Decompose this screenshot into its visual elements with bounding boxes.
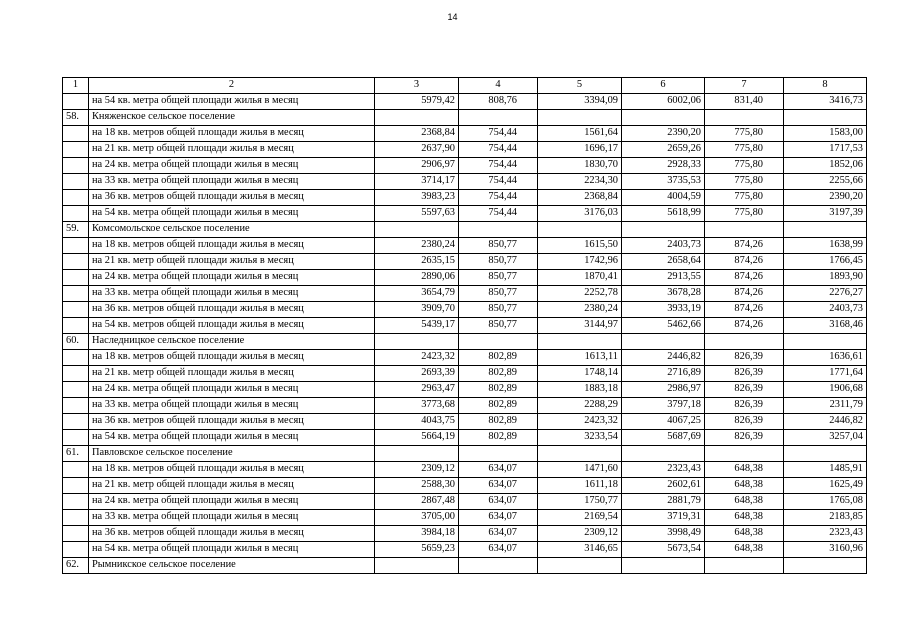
row-number-cell: [63, 206, 89, 222]
table-row: [63, 302, 867, 318]
table-row: [63, 270, 867, 286]
value-cell: 775,80: [705, 206, 784, 222]
value-cell: 1625,49: [784, 478, 867, 494]
table-row: [63, 94, 867, 110]
empty-cell: [459, 446, 538, 462]
value-cell: 2288,29: [538, 398, 622, 414]
empty-cell: [375, 110, 459, 126]
value-cell: 874,26: [705, 318, 784, 334]
value-cell: 754,44: [459, 142, 538, 158]
description-cell: на 21 кв. метр общей площади жилья в месяц: [89, 478, 375, 494]
value-cell: 2323,43: [622, 462, 705, 478]
header-row: [63, 78, 867, 94]
empty-cell: [705, 334, 784, 350]
value-cell: 1893,90: [784, 270, 867, 286]
description-cell: на 54 кв. метра общей площади жилья в месяц: [89, 430, 375, 446]
value-cell: 1583,00: [784, 126, 867, 142]
value-cell: 5439,17: [375, 318, 459, 334]
table-row: [63, 206, 867, 222]
value-cell: 826,39: [705, 366, 784, 382]
row-number-cell: [63, 190, 89, 206]
value-cell: 634,07: [459, 542, 538, 558]
empty-cell: [784, 334, 867, 350]
description-cell: на 18 кв. метров общей площади жилья в месяц: [89, 350, 375, 366]
value-cell: 2986,97: [622, 382, 705, 398]
value-cell: 2403,73: [622, 238, 705, 254]
section-number-cell: 60.: [63, 334, 89, 350]
value-cell: 1485,91: [784, 462, 867, 478]
value-cell: 1471,60: [538, 462, 622, 478]
description-cell: на 24 кв. метра общей площади жилья в месяц: [89, 494, 375, 510]
table-row: [63, 398, 867, 414]
table-row: [63, 510, 867, 526]
value-cell: 3144,97: [538, 318, 622, 334]
empty-cell: [538, 334, 622, 350]
section-row: [63, 558, 867, 574]
value-cell: 2309,12: [375, 462, 459, 478]
table-row: [63, 190, 867, 206]
value-cell: 1561,64: [538, 126, 622, 142]
section-title-cell: Княженское сельское поселение: [89, 110, 375, 126]
empty-cell: [538, 110, 622, 126]
value-cell: 874,26: [705, 238, 784, 254]
table-row: [63, 126, 867, 142]
value-cell: 775,80: [705, 190, 784, 206]
empty-cell: [784, 558, 867, 574]
value-cell: 754,44: [459, 206, 538, 222]
value-cell: 802,89: [459, 366, 538, 382]
value-cell: 775,80: [705, 142, 784, 158]
value-cell: 648,38: [705, 462, 784, 478]
section-title-cell: Рымникское сельское поселение: [89, 558, 375, 574]
description-cell: на 21 кв. метр общей площади жилья в месяц: [89, 142, 375, 158]
description-cell: на 24 кв. метра общей площади жилья в месяц: [89, 382, 375, 398]
value-cell: 826,39: [705, 398, 784, 414]
row-number-cell: [63, 398, 89, 414]
value-cell: 2252,78: [538, 286, 622, 302]
empty-cell: [375, 222, 459, 238]
row-number-cell: [63, 414, 89, 430]
value-cell: 850,77: [459, 254, 538, 270]
description-cell: на 24 кв. метра общей площади жилья в месяц: [89, 270, 375, 286]
row-number-cell: [63, 302, 89, 318]
value-cell: 1883,18: [538, 382, 622, 398]
row-number-cell: [63, 526, 89, 542]
table-row: [63, 254, 867, 270]
value-cell: 1852,06: [784, 158, 867, 174]
value-cell: 2380,24: [538, 302, 622, 318]
value-cell: 3394,09: [538, 94, 622, 110]
value-cell: 5462,66: [622, 318, 705, 334]
value-cell: 802,89: [459, 430, 538, 446]
value-cell: 831,40: [705, 94, 784, 110]
empty-cell: [538, 446, 622, 462]
value-cell: 826,39: [705, 382, 784, 398]
value-cell: 5618,99: [622, 206, 705, 222]
value-cell: 850,77: [459, 238, 538, 254]
table-row: [63, 350, 867, 366]
table-row: [63, 238, 867, 254]
row-number-cell: [63, 238, 89, 254]
value-cell: 850,77: [459, 286, 538, 302]
empty-cell: [622, 334, 705, 350]
table-row: [63, 462, 867, 478]
description-cell: на 18 кв. метров общей площади жилья в месяц: [89, 462, 375, 478]
header-cell: 3: [375, 78, 459, 94]
value-cell: 3654,79: [375, 286, 459, 302]
value-cell: 648,38: [705, 542, 784, 558]
value-cell: 2659,26: [622, 142, 705, 158]
table-row: [63, 366, 867, 382]
value-cell: 2234,30: [538, 174, 622, 190]
section-title-cell: Комсомольское сельское поселение: [89, 222, 375, 238]
row-number-cell: [63, 462, 89, 478]
value-cell: 775,80: [705, 126, 784, 142]
row-number-cell: [63, 174, 89, 190]
value-cell: 634,07: [459, 510, 538, 526]
value-cell: 850,77: [459, 318, 538, 334]
value-cell: 648,38: [705, 478, 784, 494]
value-cell: 3257,04: [784, 430, 867, 446]
value-cell: 802,89: [459, 398, 538, 414]
value-cell: 874,26: [705, 286, 784, 302]
value-cell: 3719,31: [622, 510, 705, 526]
description-cell: на 54 кв. метра общей площади жилья в месяц: [89, 94, 375, 110]
description-cell: на 21 кв. метр общей площади жилья в месяц: [89, 366, 375, 382]
value-cell: 1830,70: [538, 158, 622, 174]
header-cell: 4: [459, 78, 538, 94]
empty-cell: [622, 446, 705, 462]
section-number-cell: 62.: [63, 558, 89, 574]
row-number-cell: [63, 494, 89, 510]
value-cell: 3735,53: [622, 174, 705, 190]
section-row: [63, 222, 867, 238]
description-cell: на 33 кв. метра общей площади жилья в месяц: [89, 174, 375, 190]
value-cell: 2716,89: [622, 366, 705, 382]
header-cell: 2: [89, 78, 375, 94]
value-cell: 1750,77: [538, 494, 622, 510]
value-cell: 826,39: [705, 414, 784, 430]
value-cell: 775,80: [705, 158, 784, 174]
description-cell: на 18 кв. метров общей площади жилья в месяц: [89, 126, 375, 142]
table-row: [63, 142, 867, 158]
description-cell: на 36 кв. метров общей площади жилья в месяц: [89, 302, 375, 318]
table-row: [63, 286, 867, 302]
description-cell: на 33 кв. метра общей площади жилья в месяц: [89, 510, 375, 526]
value-cell: 2323,43: [784, 526, 867, 542]
empty-cell: [705, 446, 784, 462]
value-cell: 5597,63: [375, 206, 459, 222]
value-cell: 3998,49: [622, 526, 705, 542]
section-number-cell: 61.: [63, 446, 89, 462]
value-cell: 1696,17: [538, 142, 622, 158]
value-cell: 5979,42: [375, 94, 459, 110]
row-number-cell: [63, 542, 89, 558]
value-cell: 1870,41: [538, 270, 622, 286]
value-cell: 634,07: [459, 462, 538, 478]
value-cell: 2602,61: [622, 478, 705, 494]
empty-cell: [459, 110, 538, 126]
value-cell: 850,77: [459, 270, 538, 286]
description-cell: на 36 кв. метров общей площади жилья в месяц: [89, 190, 375, 206]
value-cell: 3146,65: [538, 542, 622, 558]
row-number-cell: [63, 430, 89, 446]
value-cell: 1766,45: [784, 254, 867, 270]
empty-cell: [622, 222, 705, 238]
value-cell: 754,44: [459, 158, 538, 174]
row-number-cell: [63, 126, 89, 142]
tariff-table: [62, 77, 867, 574]
value-cell: 1615,50: [538, 238, 622, 254]
description-cell: на 36 кв. метров общей площади жилья в месяц: [89, 526, 375, 542]
table-row: [63, 158, 867, 174]
value-cell: 648,38: [705, 494, 784, 510]
empty-cell: [538, 222, 622, 238]
value-cell: 802,89: [459, 414, 538, 430]
value-cell: 2588,30: [375, 478, 459, 494]
value-cell: 874,26: [705, 254, 784, 270]
empty-cell: [784, 110, 867, 126]
value-cell: 1611,18: [538, 478, 622, 494]
value-cell: 3984,18: [375, 526, 459, 542]
row-number-cell: [63, 94, 89, 110]
table-row: [63, 526, 867, 542]
value-cell: 5673,54: [622, 542, 705, 558]
empty-cell: [375, 334, 459, 350]
value-cell: 2881,79: [622, 494, 705, 510]
value-cell: 3933,19: [622, 302, 705, 318]
value-cell: 2169,54: [538, 510, 622, 526]
value-cell: 634,07: [459, 494, 538, 510]
value-cell: 2693,39: [375, 366, 459, 382]
value-cell: 1748,14: [538, 366, 622, 382]
value-cell: 1636,61: [784, 350, 867, 366]
empty-cell: [538, 558, 622, 574]
description-cell: на 36 кв. метров общей площади жилья в месяц: [89, 414, 375, 430]
value-cell: 3176,03: [538, 206, 622, 222]
value-cell: 634,07: [459, 478, 538, 494]
value-cell: 874,26: [705, 270, 784, 286]
empty-cell: [459, 222, 538, 238]
value-cell: 3797,18: [622, 398, 705, 414]
value-cell: 2867,48: [375, 494, 459, 510]
description-cell: на 33 кв. метра общей площади жилья в месяц: [89, 286, 375, 302]
value-cell: 3160,96: [784, 542, 867, 558]
value-cell: 4067,25: [622, 414, 705, 430]
value-cell: 2906,97: [375, 158, 459, 174]
section-row: [63, 334, 867, 350]
table-row: [63, 542, 867, 558]
description-cell: на 33 кв. метра общей площади жилья в месяц: [89, 398, 375, 414]
row-number-cell: [63, 350, 89, 366]
value-cell: 2183,85: [784, 510, 867, 526]
empty-cell: [705, 222, 784, 238]
value-cell: 3909,70: [375, 302, 459, 318]
value-cell: 2635,15: [375, 254, 459, 270]
value-cell: 2403,73: [784, 302, 867, 318]
value-cell: 2658,64: [622, 254, 705, 270]
header-cell: 5: [538, 78, 622, 94]
empty-cell: [705, 558, 784, 574]
row-number-cell: [63, 510, 89, 526]
table-row: [63, 494, 867, 510]
value-cell: 2368,84: [538, 190, 622, 206]
section-title-cell: Павловское сельское поселение: [89, 446, 375, 462]
value-cell: 874,26: [705, 302, 784, 318]
value-cell: 1906,68: [784, 382, 867, 398]
value-cell: 3705,00: [375, 510, 459, 526]
value-cell: 754,44: [459, 190, 538, 206]
row-number-cell: [63, 366, 89, 382]
description-cell: на 21 кв. метр общей площади жилья в месяц: [89, 254, 375, 270]
value-cell: 2928,33: [622, 158, 705, 174]
value-cell: 754,44: [459, 174, 538, 190]
value-cell: 2446,82: [622, 350, 705, 366]
table-row: [63, 430, 867, 446]
value-cell: 2380,24: [375, 238, 459, 254]
section-number-cell: 58.: [63, 110, 89, 126]
empty-cell: [784, 222, 867, 238]
value-cell: 3983,23: [375, 190, 459, 206]
description-cell: на 54 кв. метра общей площади жилья в месяц: [89, 542, 375, 558]
empty-cell: [622, 110, 705, 126]
row-number-cell: [63, 158, 89, 174]
section-number-cell: 59.: [63, 222, 89, 238]
header-cell: 6: [622, 78, 705, 94]
value-cell: 1771,64: [784, 366, 867, 382]
value-cell: 802,89: [459, 350, 538, 366]
value-cell: 2390,20: [622, 126, 705, 142]
empty-cell: [705, 110, 784, 126]
value-cell: 3714,17: [375, 174, 459, 190]
value-cell: 826,39: [705, 350, 784, 366]
value-cell: 3197,39: [784, 206, 867, 222]
value-cell: 2276,27: [784, 286, 867, 302]
empty-cell: [459, 334, 538, 350]
value-cell: 2423,32: [375, 350, 459, 366]
value-cell: 634,07: [459, 526, 538, 542]
value-cell: 648,38: [705, 526, 784, 542]
header-cell: 1: [63, 78, 89, 94]
row-number-cell: [63, 318, 89, 334]
description-cell: на 18 кв. метров общей площади жилья в месяц: [89, 238, 375, 254]
value-cell: 1742,96: [538, 254, 622, 270]
table-row: [63, 414, 867, 430]
value-cell: 3678,28: [622, 286, 705, 302]
table-row: [63, 478, 867, 494]
empty-cell: [459, 558, 538, 574]
value-cell: 3773,68: [375, 398, 459, 414]
value-cell: 2913,55: [622, 270, 705, 286]
value-cell: 2963,47: [375, 382, 459, 398]
value-cell: 1717,53: [784, 142, 867, 158]
section-row: [63, 110, 867, 126]
value-cell: 754,44: [459, 126, 538, 142]
value-cell: 2309,12: [538, 526, 622, 542]
table-row: [63, 174, 867, 190]
row-number-cell: [63, 142, 89, 158]
page-number: 14: [447, 12, 458, 22]
value-cell: 3168,46: [784, 318, 867, 334]
value-cell: 648,38: [705, 510, 784, 526]
table-row: [63, 318, 867, 334]
description-cell: на 54 кв. метров общей площади жилья в месяц: [89, 318, 375, 334]
value-cell: 1638,99: [784, 238, 867, 254]
header-cell: 8: [784, 78, 867, 94]
value-cell: 5664,19: [375, 430, 459, 446]
value-cell: 2255,66: [784, 174, 867, 190]
value-cell: 802,89: [459, 382, 538, 398]
table-body: [63, 78, 867, 574]
value-cell: 4004,59: [622, 190, 705, 206]
section-row: [63, 446, 867, 462]
value-cell: 5659,23: [375, 542, 459, 558]
value-cell: 1765,08: [784, 494, 867, 510]
value-cell: 1613,11: [538, 350, 622, 366]
row-number-cell: [63, 286, 89, 302]
table-row: [63, 382, 867, 398]
description-cell: на 54 кв. метра общей площади жилья в месяц: [89, 206, 375, 222]
value-cell: 2368,84: [375, 126, 459, 142]
empty-cell: [375, 446, 459, 462]
header-cell: 7: [705, 78, 784, 94]
value-cell: 2423,32: [538, 414, 622, 430]
value-cell: 808,76: [459, 94, 538, 110]
value-cell: 5687,69: [622, 430, 705, 446]
value-cell: 3416,73: [784, 94, 867, 110]
section-title-cell: Наследницкое сельское поселение: [89, 334, 375, 350]
value-cell: 850,77: [459, 302, 538, 318]
value-cell: 775,80: [705, 174, 784, 190]
row-number-cell: [63, 382, 89, 398]
value-cell: 2311,79: [784, 398, 867, 414]
value-cell: 2446,82: [784, 414, 867, 430]
row-number-cell: [63, 478, 89, 494]
empty-cell: [375, 558, 459, 574]
value-cell: 6002,06: [622, 94, 705, 110]
row-number-cell: [63, 270, 89, 286]
value-cell: 3233,54: [538, 430, 622, 446]
value-cell: 2890,06: [375, 270, 459, 286]
value-cell: 826,39: [705, 430, 784, 446]
description-cell: на 24 кв. метра общей площади жилья в месяц: [89, 158, 375, 174]
empty-cell: [784, 446, 867, 462]
value-cell: 4043,75: [375, 414, 459, 430]
value-cell: 2390,20: [784, 190, 867, 206]
empty-cell: [622, 558, 705, 574]
value-cell: 2637,90: [375, 142, 459, 158]
row-number-cell: [63, 254, 89, 270]
